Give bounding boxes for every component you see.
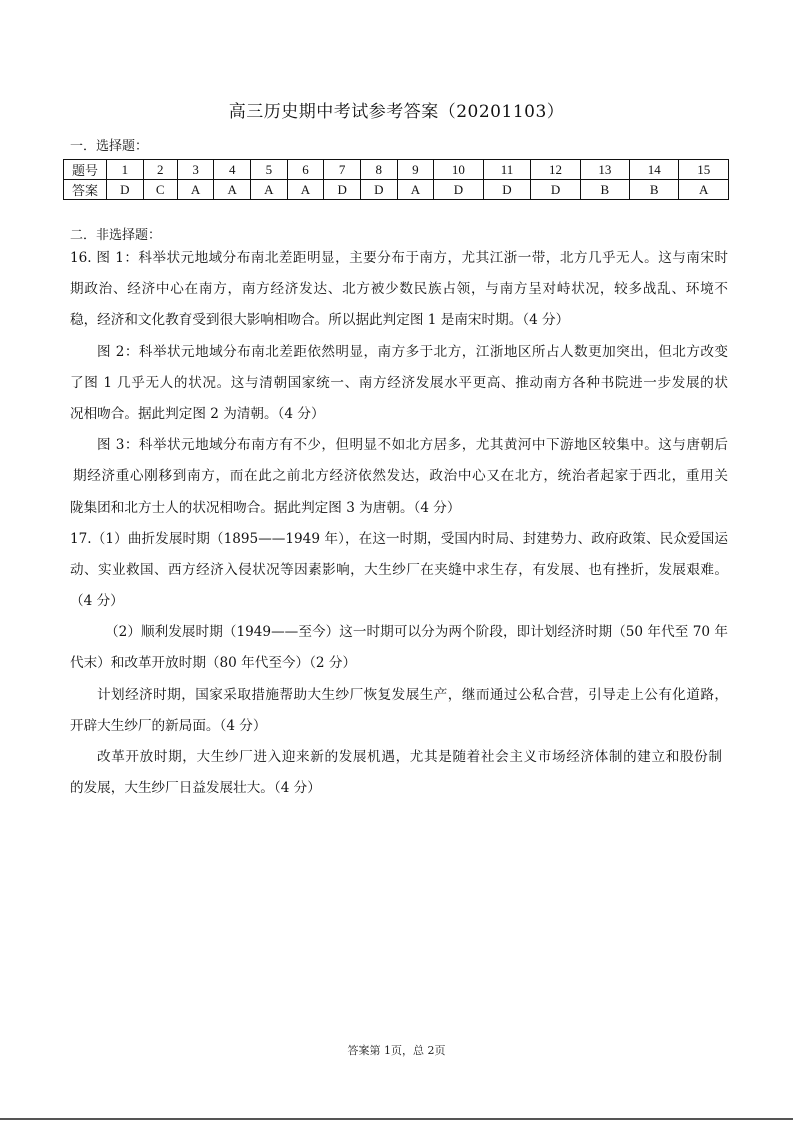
answer-cell: D — [360, 180, 397, 200]
question-number-cell: 14 — [630, 160, 679, 180]
text-line: 了图 1 几乎无人的状况。这与清朝国家统一、南方经济发展水平更高、推动南方各种书院进一步发展的状 — [70, 374, 728, 391]
answer-cell: B — [630, 180, 679, 200]
answer-cell: A — [214, 180, 251, 200]
question-number-cell: 1 — [107, 160, 144, 180]
answer-cell: C — [143, 180, 177, 200]
answer-body — [70, 247, 728, 808]
question-number-cell: 8 — [360, 160, 397, 180]
text-line: 期政治、经济中心在南方，南方经济发达、北方被少数民族占领，与南方呈对峙状况，较多战乱、环境不 — [70, 281, 728, 298]
text-line: 图 2：科举状元地域分布南北差距依然明显，南方多于北方，江浙地区所占人数更加突出，但北方改变 — [97, 343, 728, 360]
answer-table — [63, 159, 729, 200]
question-number-cell: 15 — [679, 160, 729, 180]
text-line: 图 3：科举状元地域分布南方有不少，但明显不如北方居多，尤其黄河中下游地区较集中。这与唐朝后 — [97, 437, 728, 454]
question-number-cell: 9 — [397, 160, 434, 180]
text-line: 16. 图 1：科举状元地域分布南北差距明显，主要分布于南方，尤其江浙一带，北方几乎无人。这与南宋时 — [70, 250, 728, 266]
text-line: 期经济重心刚移到南方，而在此之前北方经济依然发达，政治中心又在北方，统治者起家于西北，重用关 — [73, 468, 728, 485]
answer-cell: A — [397, 180, 434, 200]
table-row-answers — [64, 180, 729, 200]
text-line: 陇集团和北方士人的状况相吻合。据此判定图 3 为唐朝。（4 分） — [70, 499, 461, 516]
question-number-cell: 6 — [287, 160, 324, 180]
question-number-cell: 13 — [580, 160, 629, 180]
question-number-cell: 12 — [531, 160, 580, 180]
answer-cell: D — [434, 180, 483, 200]
question-number-cell: 11 — [483, 160, 531, 180]
text-line: 改革开放时期，大生纱厂进入迎来新的发展机遇，尤其是随着社会主义市场经济体制的建立和股份制 — [97, 749, 722, 765]
answer-cell: A — [679, 180, 729, 200]
answer-cell: D — [531, 180, 580, 200]
row-header: 题号 — [64, 160, 107, 180]
text-line: 的发展，大生纱厂日益发展壮大。（4 分） — [70, 780, 321, 797]
table-row-numbers — [64, 160, 729, 180]
question-number-cell: 4 — [214, 160, 251, 180]
text-line: 动、实业救国、西方经济入侵状况等因素影响，大生纱厂在夹缝中求生存，有发展、也有挫折，发展艰难。 — [70, 561, 728, 578]
page-footer: 答案第 1页，总 2页 — [347, 1044, 446, 1057]
question-number-cell: 5 — [251, 160, 288, 180]
text-line: 17.（1）曲折发展时期（1895——1949 年），在这一时期，受国内时局、封建势力、政府政策、民众爱国运 — [70, 530, 728, 547]
answer-cell: D — [324, 180, 361, 200]
section-heading-choice: 一．选择题： — [70, 139, 149, 154]
answer-cell: D — [483, 180, 531, 200]
text-line: 开辟大生纱厂的新局面。（4 分） — [70, 717, 267, 734]
bottom-divider — [0, 1118, 793, 1120]
text-line: （2）顺利发展时期（1949——至今）这一时期可以分为两个阶段，即计划经济时期（50 年代至 70 年 — [105, 624, 728, 641]
text-line: 代末）和改革开放时期（80 年代至今）（2 分） — [70, 655, 357, 672]
text-line: 稳，经济和文化教育受到很大影响相吻合。所以据此判定图 1 是南宋时期。（4 分） — [70, 312, 570, 329]
answer-cell: A — [177, 180, 214, 200]
row-header: 答案 — [64, 180, 107, 200]
section-heading-nonchoice: 二．非选择题： — [70, 228, 162, 243]
question-number-cell: 2 — [143, 160, 177, 180]
question-number-cell: 7 — [324, 160, 361, 180]
answer-cell: D — [107, 180, 144, 200]
question-number-cell: 3 — [177, 160, 214, 180]
answer-cell: A — [251, 180, 288, 200]
question-number-cell: 10 — [434, 160, 483, 180]
text-line: 况相吻合。据此判定图 2 为清朝。（4 分） — [70, 405, 325, 422]
page-title: 高三历史期中考试参考答案（20201103） — [228, 102, 565, 122]
text-line: 计划经济时期，国家采取措施帮助大生纱厂恢复发展生产，继而通过公私合营，引导走上公有化道路， — [97, 686, 728, 703]
text-line: （4 分） — [70, 593, 124, 610]
answer-cell: B — [580, 180, 629, 200]
answer-cell: A — [287, 180, 324, 200]
